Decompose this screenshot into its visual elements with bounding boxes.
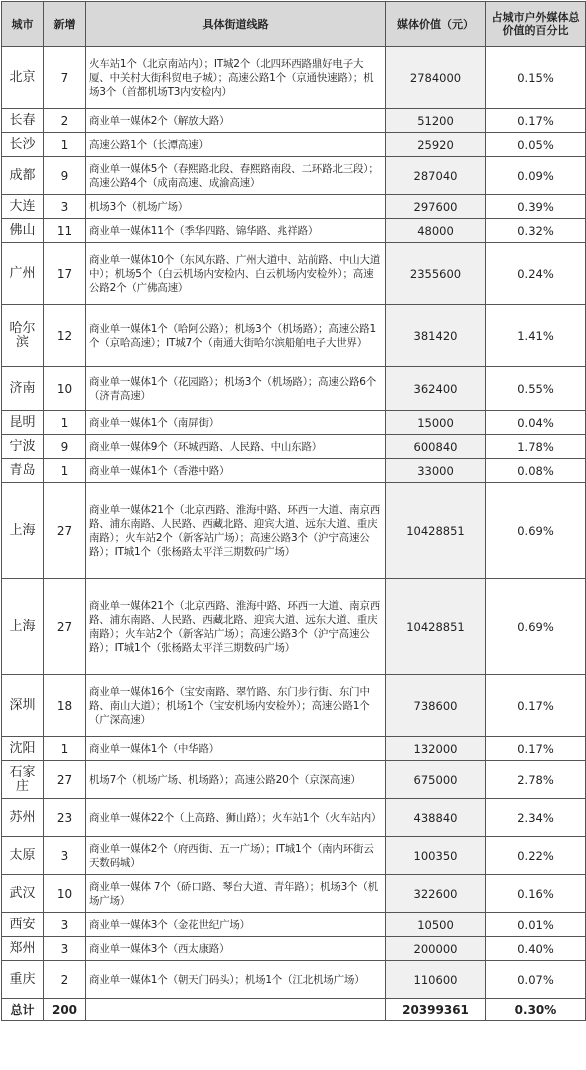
table-row [2,799,586,837]
header-city: 城市 [2,2,44,47]
table-row [2,837,586,875]
total-row [2,999,586,1021]
route-cell: 商业单一媒体 7个（硚口路、琴台大道、青年路）；机场3个（机场广场） [86,875,386,913]
header-value: 媒体价值（元） [386,2,486,47]
pct-cell: 0.55% [486,367,586,411]
table-row [2,937,586,961]
count-cell: 12 [44,305,86,367]
pct-cell: 0.04% [486,411,586,435]
table-row [2,435,586,459]
route-cell: 商业单一媒体21个（北京西路、淮海中路、环西一大道、南京西路、浦东南路、人民路、西藏北路、迎宾大道、远东大道、重庆南路）；火车站2个（新客站广场）；高速公路3个（沪宁高速公路）；IT城1个（张杨路太平洋三期数码广场） [86,483,386,579]
city-cell: 上海 [2,579,44,675]
count-cell: 11 [44,219,86,243]
pct-cell: 2.78% [486,761,586,799]
value-cell: 2355600 [386,243,486,305]
count-cell: 27 [44,579,86,675]
pct-cell: 0.09% [486,157,586,195]
value-cell: 33000 [386,459,486,483]
value-cell: 110600 [386,961,486,999]
total-label: 总计 [2,999,44,1021]
header-row [2,2,586,47]
route-cell: 商业单一媒体5个（春熙路北段、春熙路南段、二环路北三段）；高速公路4个（成南高速、成渝高速） [86,157,386,195]
pct-cell: 0.40% [486,937,586,961]
count-cell: 1 [44,411,86,435]
pct-cell: 0.22% [486,837,586,875]
pct-cell: 0.15% [486,47,586,109]
count-cell: 27 [44,761,86,799]
value-cell: 10500 [386,913,486,937]
city-cell: 宁波 [2,435,44,459]
count-cell: 3 [44,913,86,937]
table-row [2,367,586,411]
city-cell: 佛山 [2,219,44,243]
city-cell: 郑州 [2,937,44,961]
value-cell: 25920 [386,133,486,157]
header-count: 新增 [44,2,86,47]
table-row [2,459,586,483]
city-cell: 太原 [2,837,44,875]
pct-cell: 0.39% [486,195,586,219]
city-cell: 北京 [2,47,44,109]
value-cell: 15000 [386,411,486,435]
count-cell: 1 [44,133,86,157]
count-cell: 7 [44,47,86,109]
table-row [2,675,586,737]
table-row [2,961,586,999]
route-cell: 机场7个（机场广场、机场路）；高速公路20个（京深高速） [86,761,386,799]
table-row [2,579,586,675]
pct-cell: 0.69% [486,483,586,579]
pct-cell: 1.78% [486,435,586,459]
route-cell: 商业单一媒体9个（环城西路、人民路、中山东路） [86,435,386,459]
route-cell: 商业单一媒体11个（季华四路、锦华路、兆祥路） [86,219,386,243]
pct-cell: 0.17% [486,675,586,737]
table-row [2,47,586,109]
city-cell: 长沙 [2,133,44,157]
pct-cell: 0.24% [486,243,586,305]
route-cell: 商业单一媒体1个（哈阿公路）；机场3个（机场路）；高速公路1个（京哈高速）；IT城7个（南通大街哈尔滨船舶电子大世界） [86,305,386,367]
value-cell: 100350 [386,837,486,875]
route-cell: 商业单一媒体22个（上高路、狮山路）；火车站1个（火车站内） [86,799,386,837]
value-cell: 675000 [386,761,486,799]
value-cell: 48000 [386,219,486,243]
pct-cell: 2.34% [486,799,586,837]
city-cell: 青岛 [2,459,44,483]
table-row [2,483,586,579]
count-cell: 17 [44,243,86,305]
route-cell: 商业单一媒体16个（宝安南路、翠竹路、东门步行街、东门中路、南山大道）；机场1个（宝安机场内安检外）；高速公路1个（广深高速） [86,675,386,737]
table-row [2,219,586,243]
city-cell: 哈尔滨 [2,305,44,367]
value-cell: 132000 [386,737,486,761]
value-cell: 287040 [386,157,486,195]
route-cell: 机场3个（机场广场） [86,195,386,219]
pct-cell: 1.41% [486,305,586,367]
header-pct: 占城市户外媒体总价值的百分比 [486,2,586,47]
city-cell: 大连 [2,195,44,219]
route-cell: 商业单一媒体2个（解放大路） [86,109,386,133]
pct-cell: 0.08% [486,459,586,483]
route-cell: 商业单一媒体2个（府西街、五一广场）；IT城1个（南内环街云天数码城） [86,837,386,875]
count-cell: 23 [44,799,86,837]
city-cell: 广州 [2,243,44,305]
value-cell: 381420 [386,305,486,367]
total-pct: 0.30% [486,999,586,1021]
count-cell: 2 [44,109,86,133]
value-cell: 200000 [386,937,486,961]
table-row [2,243,586,305]
city-cell: 长春 [2,109,44,133]
city-cell: 昆明 [2,411,44,435]
value-cell: 438840 [386,799,486,837]
total-route [86,999,386,1021]
route-cell: 商业单一媒体1个（花园路）；机场3个（机场路）；高速公路6个（济青高速） [86,367,386,411]
route-cell: 商业单一媒体1个（中华路） [86,737,386,761]
route-cell: 商业单一媒体3个（金花世纪广场） [86,913,386,937]
city-cell: 西安 [2,913,44,937]
city-cell: 石家庄 [2,761,44,799]
city-cell: 苏州 [2,799,44,837]
value-cell: 10428851 [386,579,486,675]
table-row [2,875,586,913]
route-cell: 商业单一媒体1个（香港中路） [86,459,386,483]
table-row [2,761,586,799]
value-cell: 10428851 [386,483,486,579]
count-cell: 3 [44,195,86,219]
value-cell: 297600 [386,195,486,219]
route-cell: 商业单一媒体1个（朝天门码头）；机场1个（江北机场广场） [86,961,386,999]
table-row [2,411,586,435]
pct-cell: 0.17% [486,109,586,133]
count-cell: 10 [44,367,86,411]
pct-cell: 0.05% [486,133,586,157]
table-row [2,737,586,761]
city-cell: 沈阳 [2,737,44,761]
route-cell: 高速公路1个（长潭高速） [86,133,386,157]
table-row [2,913,586,937]
route-cell: 商业单一媒体3个（西太康路） [86,937,386,961]
table-row [2,157,586,195]
pct-cell: 0.69% [486,579,586,675]
pct-cell: 0.17% [486,737,586,761]
table-body [2,47,586,1021]
table-row [2,305,586,367]
city-cell: 重庆 [2,961,44,999]
pct-cell: 0.16% [486,875,586,913]
table-row [2,195,586,219]
count-cell: 10 [44,875,86,913]
route-cell: 商业单一媒体1个（南屏街） [86,411,386,435]
total-count: 200 [44,999,86,1021]
route-cell: 商业单一媒体10个（东风东路、广州大道中、站前路、中山大道中）；机场5个（白云机场内安检内、白云机场内安检外）；高速公路2个（广佛高速） [86,243,386,305]
value-cell: 2784000 [386,47,486,109]
city-cell: 上海 [2,483,44,579]
count-cell: 9 [44,157,86,195]
pct-cell: 0.32% [486,219,586,243]
value-cell: 600840 [386,435,486,459]
count-cell: 1 [44,459,86,483]
table-row [2,133,586,157]
value-cell: 362400 [386,367,486,411]
count-cell: 27 [44,483,86,579]
route-cell: 商业单一媒体21个（北京西路、淮海中路、环西一大道、南京西路、浦东南路、人民路、西藏北路、迎宾大道、远东大道、重庆南路）；火车站2个（新客站广场）；高速公路3个（沪宁高速公路）；IT城1个（张杨路太平洋三期数码广场） [86,579,386,675]
city-cell: 成都 [2,157,44,195]
table-row [2,109,586,133]
total-value: 20399361 [386,999,486,1021]
city-cell: 深圳 [2,675,44,737]
count-cell: 1 [44,737,86,761]
count-cell: 18 [44,675,86,737]
count-cell: 3 [44,937,86,961]
value-cell: 738600 [386,675,486,737]
media-table [1,1,586,1021]
city-cell: 武汉 [2,875,44,913]
pct-cell: 0.01% [486,913,586,937]
count-cell: 9 [44,435,86,459]
city-cell: 济南 [2,367,44,411]
route-cell: 火车站1个（北京南站内）；IT城2个（北四环西路鼎好电子大厦、中关村大街科贸电子城）；高速公路1个（京通快速路）；机场3个（首都机场T3内安检内） [86,47,386,109]
value-cell: 51200 [386,109,486,133]
count-cell: 2 [44,961,86,999]
value-cell: 322600 [386,875,486,913]
header-route: 具体街道线路 [86,2,386,47]
pct-cell: 0.07% [486,961,586,999]
count-cell: 3 [44,837,86,875]
